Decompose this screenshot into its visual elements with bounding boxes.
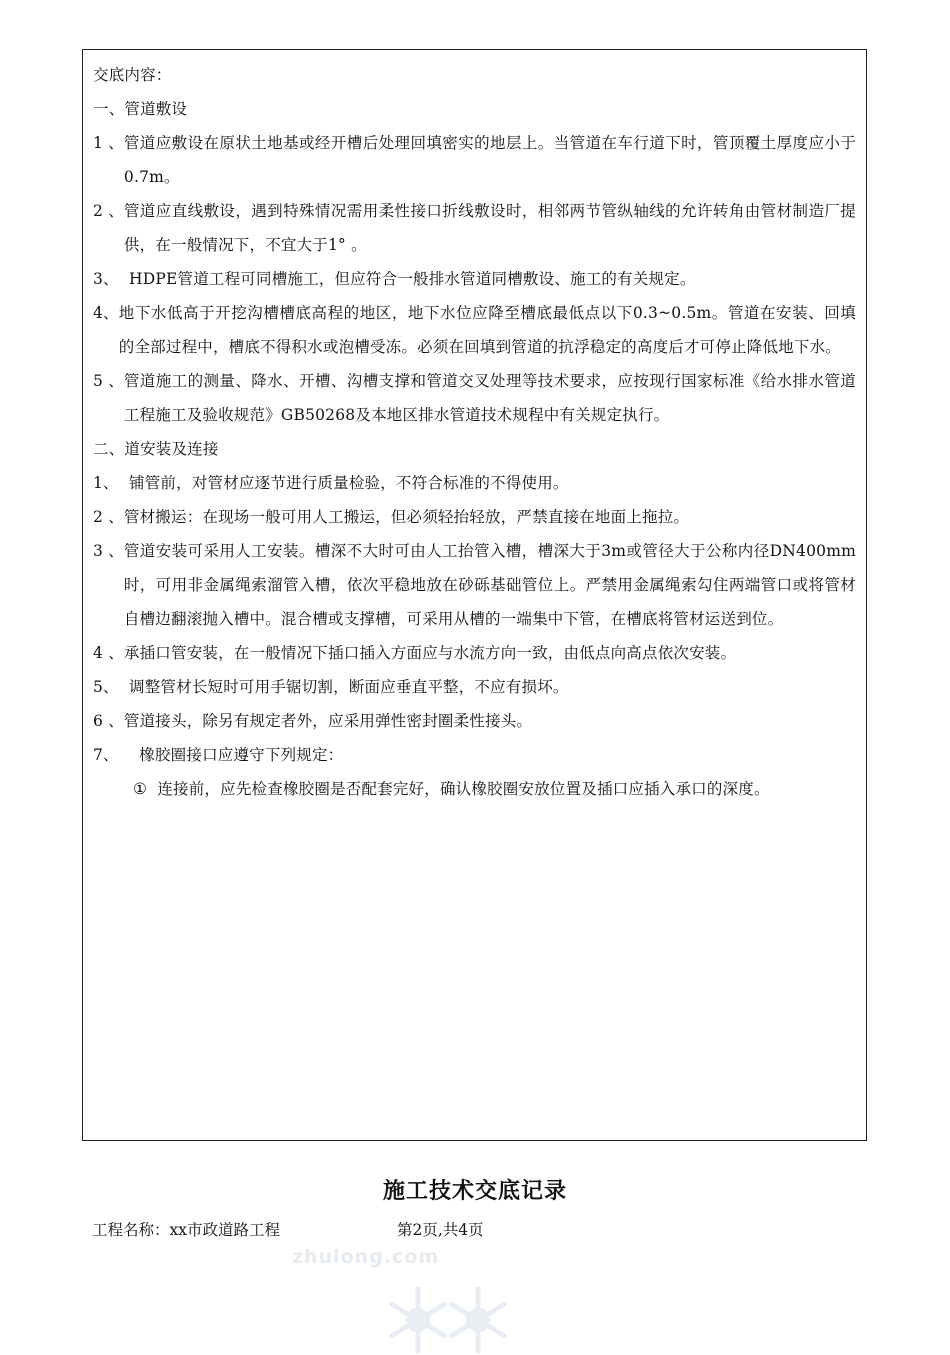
item-text: 橡胶圈接口应遵守下列规定： [139, 746, 344, 764]
watermark-text: zhulong.com [292, 1246, 440, 1268]
item-text: 调整管材长短时可用手锯切割，断面应垂直平整，不应有损坏。 [129, 678, 569, 696]
list-item [93, 534, 858, 636]
list-item [93, 670, 858, 704]
content-box [82, 49, 867, 1141]
list-item [93, 738, 858, 772]
item-number: 6 、 [93, 712, 124, 730]
item-text: HDPE管道工程可同槽施工，但应符合一般排水管道同槽敷设、施工的有关规定。 [129, 270, 696, 288]
page-number: 第2页,共4页 [397, 1221, 484, 1239]
list-item [93, 466, 858, 500]
item-number: 2 、 [93, 202, 124, 220]
item-number: 5 、 [93, 372, 124, 390]
box-content [93, 58, 858, 806]
item-text: 管道应直线敷设，遇到特殊情况需用柔性接口折线敷设时，相邻两节管纵轴线的允许转角由管材制造厂提供，在一般情况下，不宜大于1° 。 [123, 202, 856, 254]
item-number: 7、 [93, 746, 140, 764]
circled-number: ① [133, 780, 158, 798]
item-text: 地下水低高于开挖沟槽槽底高程的地区，地下水位应降至槽底最低点以下0.3~0.5m。管道在安装、回填的全部过程中，槽底不得积水或泡槽受冻。必须在回填到管道的抗浮稳定的高度后才可停止降低地下水。 [118, 304, 856, 356]
list-item [93, 500, 858, 534]
item-text: 铺管前，对管材应逐节进行质量检验，不符合标准的不得使用。 [129, 474, 569, 492]
sub-list-item [93, 772, 858, 806]
item-number: 4、 [93, 304, 119, 322]
box-label: 交底内容： [93, 66, 172, 84]
item-number: 2 、 [93, 508, 124, 526]
list-item [93, 262, 858, 296]
list-item [93, 704, 858, 738]
item-number: 3 、 [93, 542, 124, 560]
list-item [93, 126, 858, 194]
list-item [93, 194, 858, 262]
item-text: 管材搬运：在现场一般可用人工搬运，但必须轻抬轻放，严禁直接在地面上拖拉。 [123, 508, 690, 526]
item-number: 3、 [93, 270, 130, 288]
item-text: 承插口管安装，在一般情况下插口插入方面应与水流方向一致，由低点向高点依次安装。 [123, 644, 737, 662]
item-number: 1 、 [93, 134, 124, 152]
item-text: 管道安装可采用人工安装。槽深不大时可由人工抬管入槽，槽深大于3m或管径大于公称内径DN400mm时，可用非金属绳索溜管入槽，依次平稳地放在砂砾基础管位上。严禁用金属绳索勾住两端管口或将管材自槽边翻滚抛入槽中。混合槽或支撑槽，可采用从槽的一端集中下管，在槽底将管材运送到位。 [123, 542, 856, 628]
snowflake-icon [443, 1285, 513, 1355]
project-name: 工程名称：xx市政道路工程 [92, 1221, 280, 1239]
item-text: 连接前，应先检查橡胶圈是否配套完好，确认橡胶圈安放位置及插口应插入承口的深度。 [157, 780, 770, 798]
item-number: 5、 [93, 678, 130, 696]
section-1-title: 一、管道敷设 [93, 100, 188, 118]
list-item [93, 364, 858, 432]
item-number: 4 、 [93, 644, 124, 662]
item-text: 管道接头，除另有规定者外，应采用弹性密封圈柔性接头。 [123, 712, 533, 730]
page-title: 施工技术交底记录 [382, 1178, 567, 1204]
item-text: 管道施工的测量、降水、开槽、沟槽支撑和管道交叉处理等技术要求，应按现行国家标准《给水排水管道工程施工及验收规范》GB50268及本地区排水管道技术规程中有关规定执行。 [123, 372, 856, 424]
section-2-title: 二、道安装及连接 [93, 440, 219, 458]
list-item [93, 636, 858, 670]
list-item [93, 296, 858, 364]
item-text: 管道应敷设在原状土地基或经开槽后处理回填密实的地层上。当管道在车行道下时，管顶覆土厚度应小于0.7m。 [123, 134, 856, 186]
item-number: 1、 [93, 474, 130, 492]
